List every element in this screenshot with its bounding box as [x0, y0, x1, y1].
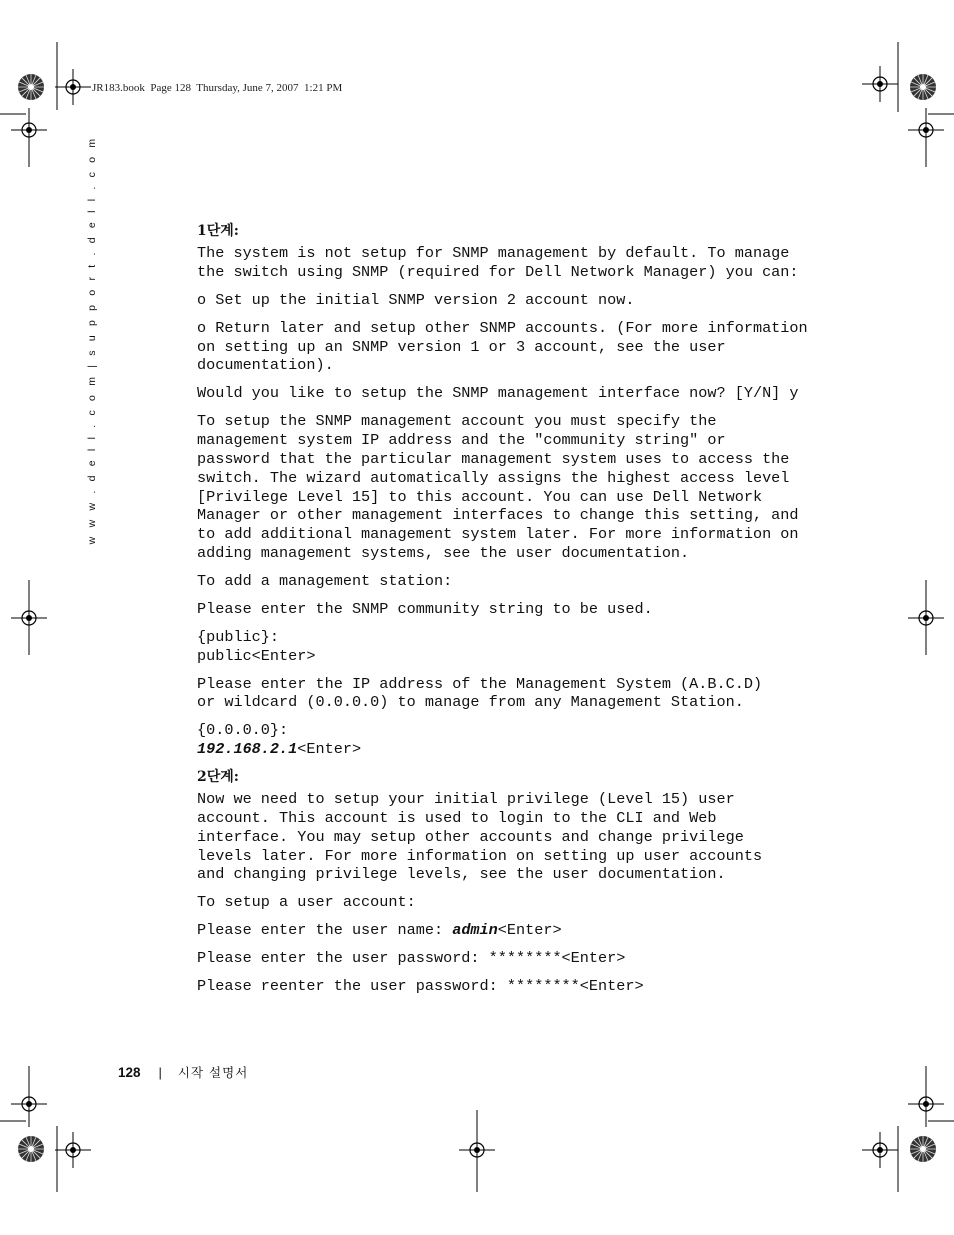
step1-paragraph: To add a management station:	[197, 571, 453, 590]
step1-paragraph: Please enter the SNMP community string to be used.	[197, 599, 653, 618]
ip-entry-block	[197, 721, 837, 759]
step1-paragraph: Please enter the IP address of the Management System (A.B.C.D) or wildcard (0.0.0.0) to manage from any Management Station.	[197, 674, 763, 712]
step1-paragraph: o Set up the initial SNMP version 2 account now.	[197, 290, 635, 309]
password-line: Please enter the user password: ********<Enter>	[197, 949, 626, 968]
step2-paragraph: Now we need to setup your initial privilege (Level 15) user account. This account is used to login to the CLI and Web interface. You may setup other accounts and change privilege levels later. For more information on setting up user accounts and changing privilege levels, see the user documentation.	[197, 790, 763, 884]
step1-paragraph: {public}: public<Enter>	[197, 627, 316, 665]
enter-token: <Enter>	[297, 740, 362, 759]
enter-token: <Enter>	[497, 921, 562, 940]
step1-paragraph: o Return later and setup other SNMP accounts. (For more information on setting up an SNMP version 1 or 3 account, see the user documentation).	[197, 318, 808, 375]
print-header-note: JR183.book Page 128 Thursday, June 7, 2007 1:21 PM	[92, 82, 343, 94]
page-number: 128	[118, 1064, 141, 1080]
ip-default: {0.0.0.0}:	[197, 721, 289, 740]
step1-paragraph: To setup the SNMP management account you must specify the management system IP address and the "community string" or password that the particular management system uses to access the switch. The wizard automatically assigns the highest access level [Privilege Level 15] to this account. You can use Dell Network Manager or other management interfaces to change this setting, and to add additional management system later. For more information on adding management systems, see the user documentation.	[197, 412, 799, 562]
ip-value: 192.168.2.1	[197, 740, 298, 759]
step1-paragraph: Would you like to setup the SNMP management interface now? [Y/N] y	[197, 384, 799, 403]
reenter-password-line: Please reenter the user password: ********<Enter>	[197, 977, 644, 996]
username-line	[197, 921, 837, 940]
step2-heading: 2단계:	[197, 769, 239, 786]
username-value: admin	[452, 921, 498, 940]
main-content	[197, 222, 837, 1005]
step2-paragraph: To setup a user account:	[197, 893, 416, 912]
sidebar-url: w w w . d e l l . c o m | s u p p o r t . d e l l . c o m	[86, 135, 98, 545]
username-prompt: Please enter the user name:	[197, 921, 453, 940]
page-footer	[118, 1063, 248, 1081]
footer-separator: |	[158, 1064, 162, 1080]
step1-heading: 1단계:	[197, 223, 239, 239]
footer-title: 시작 설명서	[177, 1065, 249, 1080]
step1-paragraph: The system is not setup for SNMP management by default. To manage the switch using SNMP (required for Dell Network Manager) you can:	[197, 244, 799, 281]
